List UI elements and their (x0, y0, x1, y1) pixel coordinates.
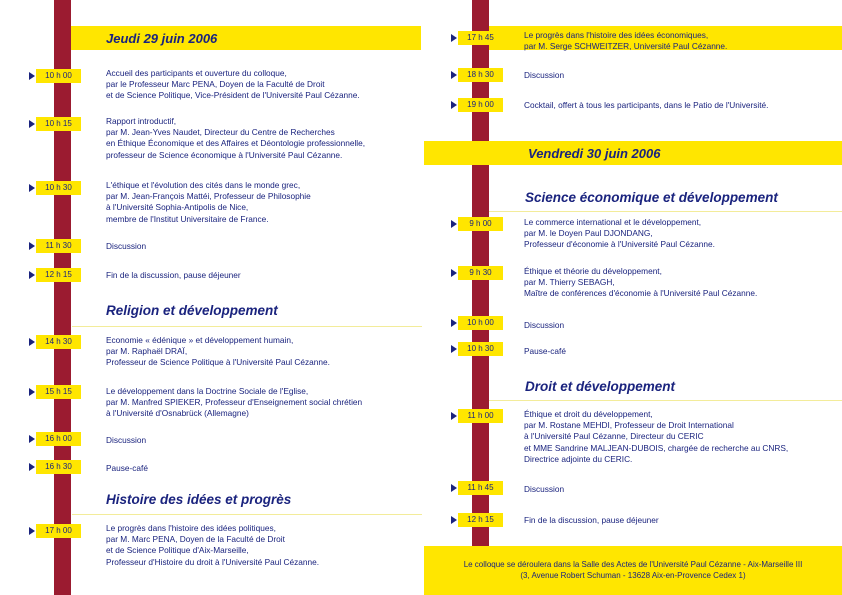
program-entry: Discussion (106, 241, 147, 251)
program-entry: Pause-café (524, 346, 566, 356)
venue-footer (424, 546, 842, 595)
time-badge: 14 h 30 (36, 335, 81, 349)
program-entry: Discussion (524, 484, 565, 494)
address-line: (3, Avenue Robert Schuman - 13628 Aix-en-Provence Cedex 1) (520, 571, 746, 580)
time-badge: 16 h 30 (36, 460, 81, 474)
time-badge: 10 h 00 (458, 316, 503, 330)
time-badge: 12 h 15 (36, 268, 81, 282)
day2-title: Vendredi 30 juin 2006 (528, 146, 661, 161)
time-badge: 10 h 00 (36, 69, 81, 83)
right-timeline-bar (472, 0, 489, 595)
time-badge: 12 h 15 (458, 513, 503, 527)
time-badge: 17 h 00 (36, 524, 81, 538)
program-entry: Rapport introductif, par M. Jean-Yves Naudet, Directeur du Centre de Recherches en Éthique Économique et des Affaires et Déontologie professionnelle, professeur de Science économique à l'Université Paul Cézanne. (106, 116, 366, 160)
day1-title: Jeudi 29 juin 2006 (106, 31, 218, 46)
program-entry: Fin de la discussion, pause déjeuner (524, 515, 659, 525)
program-entry: Fin de la discussion, pause déjeuner (106, 270, 241, 280)
time-badge: 11 h 45 (458, 481, 503, 495)
time-badge: 19 h 00 (458, 98, 503, 112)
program-entry: Le commerce international et le développement, par M. le Doyen Paul DJONDANG, Professeur d'économie à l'Université Paul Cézanne. (524, 217, 715, 250)
time-badge: 11 h 00 (458, 409, 503, 423)
time-badge: 10 h 30 (458, 342, 503, 356)
program-entry: Le développement dans la Doctrine Sociale de l'Eglise, par M. Manfred SPIEKER, Professeur d'Enseignement social chrétien à l'Université d'Osnabrück (Allemagne) (106, 386, 363, 419)
section-divider (489, 400, 842, 401)
program-entry: Éthique et droit du développement, par M. Rostane MEHDI, Professeur de Droit International à l'Université Paul Cézanne, Directeur du CERIC et MME Sandrine MALJEAN-DUBOIS, chargée de recherche au CNRS, Directrice adjointe du CERIC. (524, 409, 789, 464)
program-entry: Cocktail, offert à tous les participants, dans le Patio de l'Université. (524, 100, 769, 110)
time-badge: 10 h 30 (36, 181, 81, 195)
program-entry: Discussion (524, 70, 565, 80)
section-divider (489, 211, 842, 212)
program-entry: Discussion (524, 320, 565, 330)
section-title-droit: Droit et développement (525, 379, 676, 394)
section-divider (72, 514, 422, 515)
program-entry: Pause-café (106, 463, 148, 473)
section-title-science: Science économique et développement (525, 190, 778, 205)
time-badge: 18 h 30 (458, 68, 503, 82)
time-badge: 9 h 00 (458, 217, 503, 231)
time-badge: 11 h 30 (36, 239, 81, 253)
venue-line: Le colloque se déroulera dans la Salle des Actes de l'Université Paul Cézanne - Aix-Marseille III (463, 560, 803, 569)
time-badge: 10 h 15 (36, 117, 81, 131)
time-badge: 16 h 00 (36, 432, 81, 446)
program-entry: Éthique et théorie du développement, par M. Thierry SEBAGH, Maître de conférences d'économie à l'Université Paul Cézanne. (524, 266, 758, 299)
time-badge: 15 h 15 (36, 385, 81, 399)
program-entry: Le progrès dans l'histoire des idées économiques, par M. Serge SCHWEITZER, Université Paul Cézanne. (524, 30, 728, 52)
time-badge: 9 h 30 (458, 266, 503, 280)
left-timeline-bar (54, 0, 71, 595)
program-entry: Discussion (106, 435, 147, 445)
program-entry: Le progrès dans l'histoire des idées politiques, par M. Marc PENA, Doyen de la Faculté de Droit et de Science Politique d'Aix-Marseille, Professeur d'Histoire du droit à l'Université Paul Cézanne. (106, 523, 319, 567)
program-entry: Accueil des participants et ouverture du colloque, par le Professeur Marc PENA, Doyen de la Faculté de Droit et de Science Politique, Vice-Président de l'Université Paul Cézanne. (106, 68, 360, 101)
section-divider (72, 326, 422, 327)
program-entry: Economie « édénique » et développement humain, par M. Raphaël DRAÏ, Professeur de Science Politique à l'Université Paul Cézanne. (106, 335, 330, 368)
section-title-religion: Religion et développement (106, 303, 278, 318)
section-title-histoire: Histoire des idées et progrès (106, 492, 292, 507)
time-badge: 17 h 45 (458, 31, 503, 45)
program-entry: L'éthique et l'évolution des cités dans le monde grec, par M. Jean-François Mattéi, Professeur de Philosophie à l'Université Sophia-Antipolis de Nice, membre de l'Institut Universitaire de France. (106, 180, 311, 224)
